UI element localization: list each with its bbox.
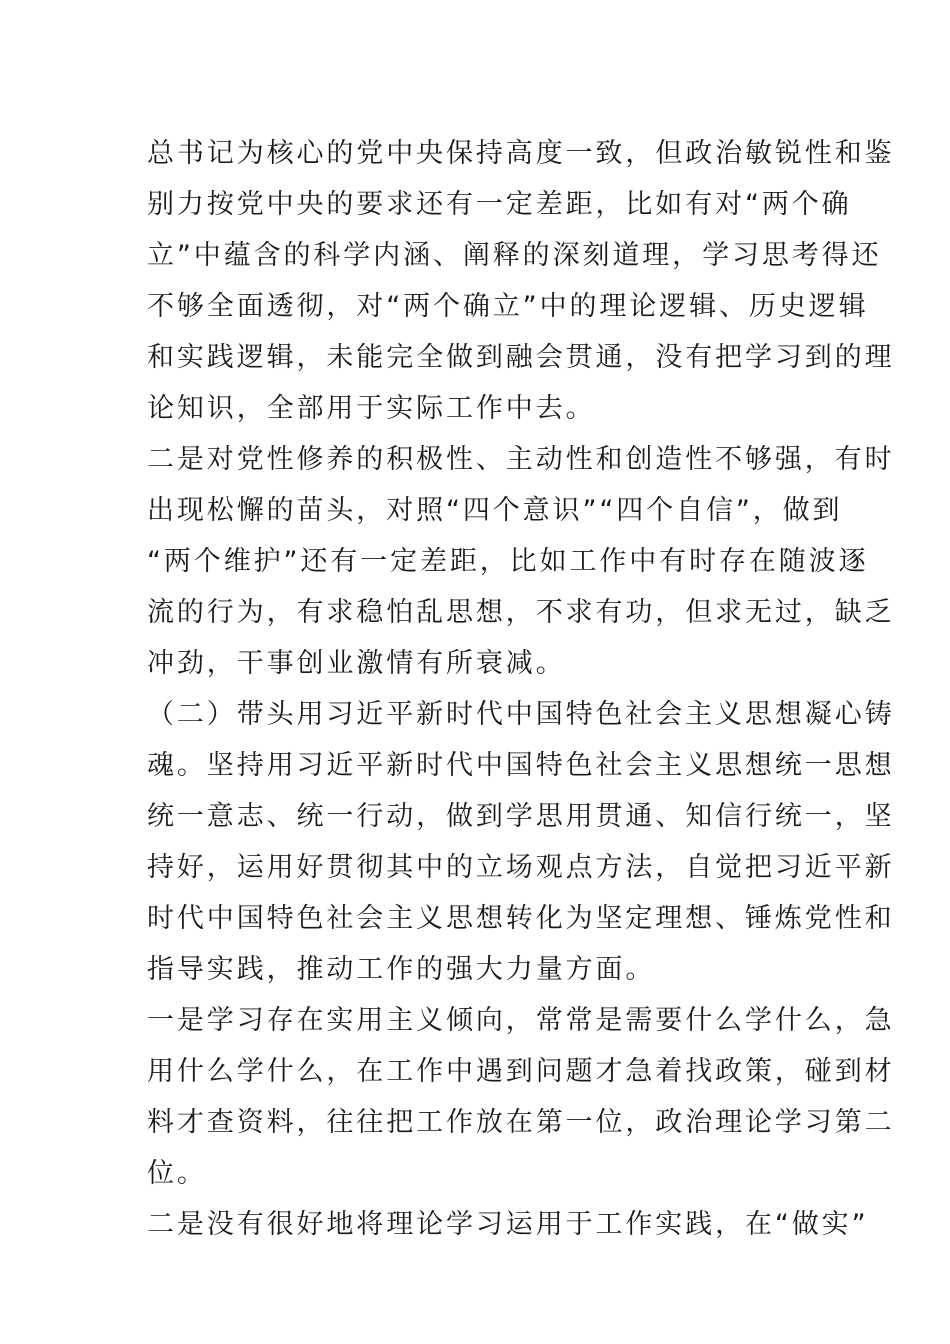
text-line: 时代中国特色社会主义思想转化为坚定理想、锤炼党性和 xyxy=(147,903,895,934)
text-line: 出现松懈的苗头，对照“四个意识”“四个自信”，做到 xyxy=(147,495,843,526)
text-line: 二是对党性修养的积极性、主动性和创造性不够强，有时 xyxy=(147,444,895,475)
text-line: 统一意志、统一行动，做到学思用贯通、知信行统一，坚 xyxy=(147,801,895,832)
text-line: 用什么学什么，在工作中遇到问题才急着找政策，碰到材 xyxy=(147,1056,895,1087)
text-line: “两个维护”还有一定差距，比如工作中有时存在随波逐 xyxy=(147,546,869,577)
text-line: 魂。坚持用习近平新时代中国特色社会主义思想统一思想 xyxy=(147,750,895,781)
text-line: 持好，运用好贯彻其中的立场观点方法，自觉把习近平新 xyxy=(147,852,895,883)
text-line: 一是学习存在实用主义倾向，常常是需要什么学什么，急 xyxy=(147,1005,895,1036)
section-heading-line: （二）带头用习近平新时代中国特色社会主义思想凝心铸 xyxy=(147,699,895,730)
text-line: 不够全面透彻，对“两个确立”中的理论逻辑、历史逻辑 xyxy=(147,291,869,322)
text-line: 别力按党中央的要求还有一定差距，比如有对“两个确 xyxy=(147,189,852,220)
text-line: 和实践逻辑，未能完全做到融会贯通，没有把学习到的理 xyxy=(147,342,895,373)
text-line: 指导实践，推动工作的强大力量方面。 xyxy=(147,954,656,985)
document-body-text xyxy=(147,128,895,1250)
text-line: 立”中蕴含的科学内涵、阐释的深刻道理，学习思考得还 xyxy=(147,240,882,271)
text-line: 位。 xyxy=(147,1158,207,1189)
text-line: 论知识，全部用于实际工作中去。 xyxy=(147,393,596,424)
text-line: 冲劲，干事创业激情有所衰减。 xyxy=(147,648,566,679)
text-line: 料才查资料，往往把工作放在第一位，政治理论学习第二 xyxy=(147,1107,895,1138)
text-line: 流的行为，有求稳怕乱思想，不求有功，但求无过，缺乏 xyxy=(147,597,895,628)
text-line: 二是没有很好地将理论学习运用于工作实践，在“做实” xyxy=(147,1209,869,1240)
text-line: 总书记为核心的党中央保持高度一致，但政治敏锐性和鉴 xyxy=(147,138,895,169)
